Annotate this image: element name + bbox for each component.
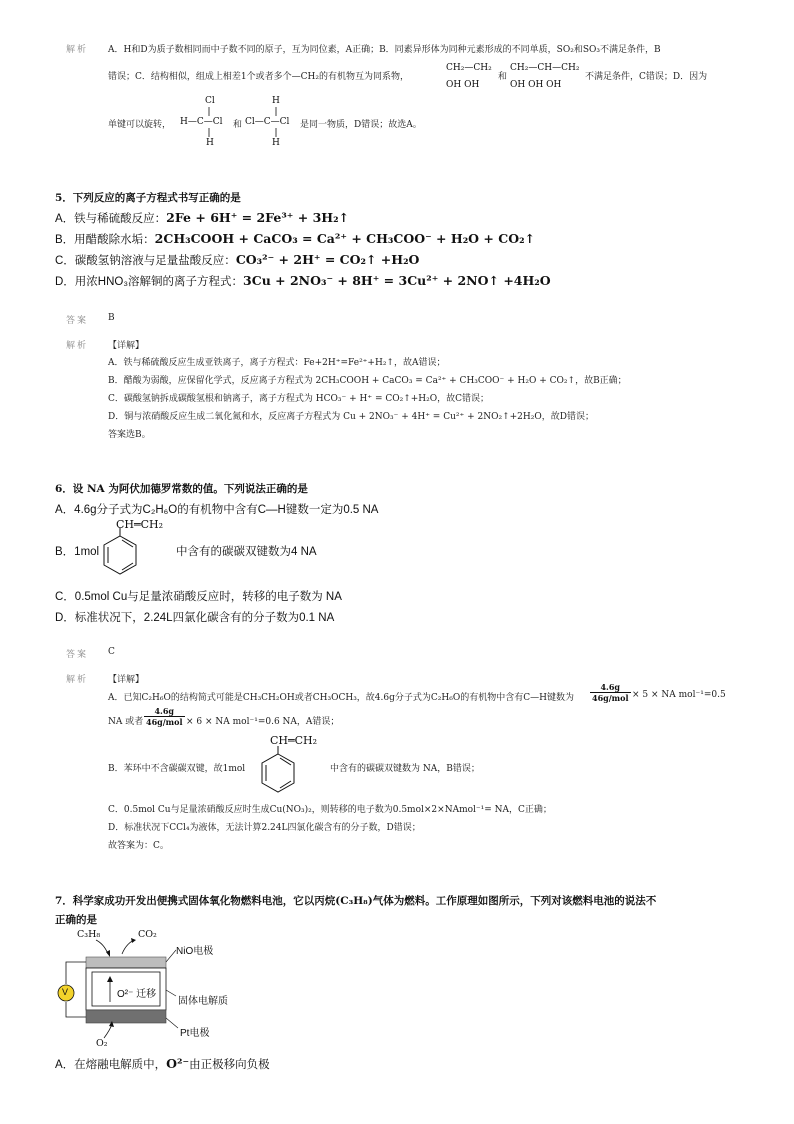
q7-option-a-post: 由正极移向负极 bbox=[189, 1059, 270, 1071]
q5-option-b-eq: 2CH₃COOH + CaCO₃ = Ca²⁺ + CH₃COO⁻ + H₂O + CO₂↑ bbox=[154, 231, 536, 246]
m2-row: Cl—C—Cl bbox=[245, 117, 290, 127]
q4-expl-line3-pre: 单键可以旋转， bbox=[108, 120, 172, 130]
m2-bottom-h: H bbox=[272, 138, 280, 148]
q7-voltmeter-label: V bbox=[62, 987, 69, 997]
q6-expl-vinyl-label: CH═CH₂ bbox=[270, 734, 318, 747]
q6-expl-a2-post: × 6 × NA mol⁻¹=0.6 NA，A错误； bbox=[186, 717, 340, 727]
q4-expl-line2-post: 不满足条件，C错误；D．因为 bbox=[585, 72, 708, 82]
q7-electrolyte-label: 固体电解质 bbox=[178, 996, 228, 1007]
q6-option-b-post: 中含有的碳碳双键数为4 NA bbox=[176, 546, 317, 558]
jiexi-tag: 解析 bbox=[66, 44, 89, 54]
q5-option-c-eq: CO₃²⁻ + 2H⁺ = CO₂↑ +H₂O bbox=[235, 252, 420, 267]
q4-expl-line2-pre: 错误；C．结构相似，组成上相差1个或者多个—CH₂的有机物互为同系物， bbox=[108, 72, 409, 82]
answer-tag-q5: 答案 bbox=[66, 315, 89, 325]
q5-expl-c: C．碳酸氢钠拆成碳酸氢根和钠离子，离子方程式为 HCO₃⁻ + H⁺ = CO₂↑+H₂O，故C错误； bbox=[108, 394, 490, 404]
q5-option-a-label: A．铁与稀硫酸反应： bbox=[55, 213, 167, 225]
q7-cathode-label: Pt电极 bbox=[180, 1028, 210, 1039]
frac1-num: 4.6g bbox=[590, 682, 631, 693]
q5-expl-d: D．铜与浓硝酸反应生成二氧化氮和水，反应离子方程式为 Cu + 2NO₃⁻ + 4H⁺ = Cu²⁺ + 2NO₂↑+2H₂O，故D错误； bbox=[108, 412, 594, 422]
q5-answer: B bbox=[108, 313, 115, 323]
q4-and1: 和 bbox=[498, 72, 508, 82]
answer-tag-q6: 答案 bbox=[66, 649, 89, 659]
q5-option-a-eq: 2Fe + 6H⁺ = 2Fe³⁺ + 3H₂↑ bbox=[166, 210, 350, 225]
q6-vinyl-label: CH═CH₂ bbox=[116, 518, 164, 531]
q6-expl-a1-pre: A．已知C₂H₆O的结构简式可能是CH₃CH₂OH或者CH₃OCH₃，故4.6g分子式为C₂H₆O的有机物中含有C—H键数为 bbox=[108, 693, 574, 703]
q5-expl-b: B．醋酸为弱酸，应保留化学式，反应离子方程式为 2CH₃COOH + CaCO₃ = Ca²⁺ + CH₃COO⁻ + H₂O + CO₂↑，故B正确； bbox=[108, 376, 627, 386]
m1-row: H—C—Cl bbox=[180, 117, 223, 127]
m1-top-cl: Cl bbox=[205, 96, 215, 106]
q7-option-a bbox=[55, 1056, 270, 1072]
q5-option-d-eq: 3Cu + 2NO₃⁻ + 8H⁺ = 3Cu²⁺ + 2NO↑ +4H₂O bbox=[243, 273, 551, 288]
q6-detail-label: 【详解】 bbox=[108, 675, 145, 685]
q4-struct2-bot: OH OH OH bbox=[510, 80, 562, 90]
q7-anode-label: NiO电极 bbox=[176, 946, 214, 957]
q7-co2-label: CO₂ bbox=[138, 929, 157, 940]
m2-top-h: H bbox=[272, 96, 280, 106]
frac2-den: 46g/mol bbox=[146, 717, 183, 727]
q7-option-a-ion: O²⁻ bbox=[166, 1056, 190, 1071]
m1-bottom-h: H bbox=[206, 138, 214, 148]
q6-expl-a2-pre: NA 或者 bbox=[108, 717, 144, 727]
q6-expl-b-post: 中含有的碳碳双键数为 NA，B错误； bbox=[330, 764, 480, 774]
q6-expl-final: 故答案为：C。 bbox=[108, 841, 169, 851]
q5-expl-a: A．铁与稀硫酸反应生成亚铁离子，离子方程式：Fe+2H⁺=Fe²⁺+H₂↑，故A错误； bbox=[108, 358, 446, 368]
frac1-den: 46g/mol bbox=[592, 693, 629, 703]
q6-option-c: C．0.5mol Cu与足量浓硝酸反应时，转移的电子数为 NA bbox=[55, 591, 342, 603]
q5-option-b-label: B．用醋酸除水垢： bbox=[55, 234, 155, 246]
q4-expl-line3-post: 是同一物质，D错误；故选A。 bbox=[300, 120, 422, 130]
q5-option-c-label: C．碳酸氢钠溶液与足量盐酸反应： bbox=[55, 255, 236, 267]
q4-struct1-top: CH₂—CH₂ bbox=[446, 63, 492, 73]
q6-answer: C bbox=[108, 647, 115, 657]
q4-and2: 和 bbox=[233, 120, 243, 130]
q7-migration-label: O²⁻ 迁移 bbox=[117, 989, 157, 1000]
q4-expl-line1: A．H和D为质子数相同而中子数不同的原子，互为同位素，A正确；B．同素异形体为同种元素形成的不同单质，SO₂和SO₃不满足条件，B bbox=[108, 45, 661, 55]
q6-option-b-pre: B．1mol bbox=[55, 546, 100, 558]
q7-title-line2: 正确的是 bbox=[55, 914, 97, 926]
q7-fuel-label: C₃H₈ bbox=[77, 929, 101, 940]
frac2-num: 4.6g bbox=[144, 706, 185, 717]
q6-expl-c: C．0.5mol Cu与足量浓硝酸反应时生成Cu(NO₃)₂，则转移的电子数为0.5mol×2×NAmol⁻¹= NA，C正确； bbox=[108, 805, 552, 815]
q4-struct1-bot: OH OH bbox=[446, 80, 480, 90]
q6-expl-d: D．标准状况下CCl₄为液体，无法计算2.24L四氯化碳含有的分子数，D错误； bbox=[108, 823, 421, 833]
q6-expl-b-pre: B．苯环中不含碳碳双键，故1mol bbox=[108, 764, 246, 774]
q7-title-line1: 7．科学家成功开发出便携式固体氧化物燃料电池，它以丙烷(C₃H₈)气体为燃料。工作原理如图所示，下列对该燃料电池的说法不 bbox=[55, 895, 657, 907]
jiexi-tag-q6: 解析 bbox=[66, 674, 89, 684]
q5-option-d-label: D．用浓HNO₃溶解铜的离子方程式： bbox=[55, 276, 244, 288]
q6-option-a: A．4.6g分子式为C₂H₆O的有机物中含有C—H键数一定为0.5 NA bbox=[55, 504, 379, 516]
q6-expl-a1-post: × 5 × NA mol⁻¹=0.5 bbox=[632, 690, 726, 700]
q7-o2-label: O₂ bbox=[96, 1038, 108, 1049]
q5-title: 5．下列反应的离子方程式书写正确的是 bbox=[55, 192, 241, 204]
q5-detail-label: 【详解】 bbox=[108, 341, 145, 351]
q4-struct2-top: CH₂—CH—CH₂ bbox=[510, 63, 580, 73]
q5-expl-final: 答案选B。 bbox=[108, 430, 151, 440]
jiexi-tag-q5: 解析 bbox=[66, 340, 89, 350]
q6-title: 6．设 NA 为阿伏加德罗常数的值。下列说法正确的是 bbox=[55, 483, 308, 495]
q7-option-a-pre: A．在熔融电解质中， bbox=[55, 1059, 167, 1071]
q6-option-d: D．标准状况下，2.24L四氯化碳含有的分子数为0.1 NA bbox=[55, 612, 335, 624]
